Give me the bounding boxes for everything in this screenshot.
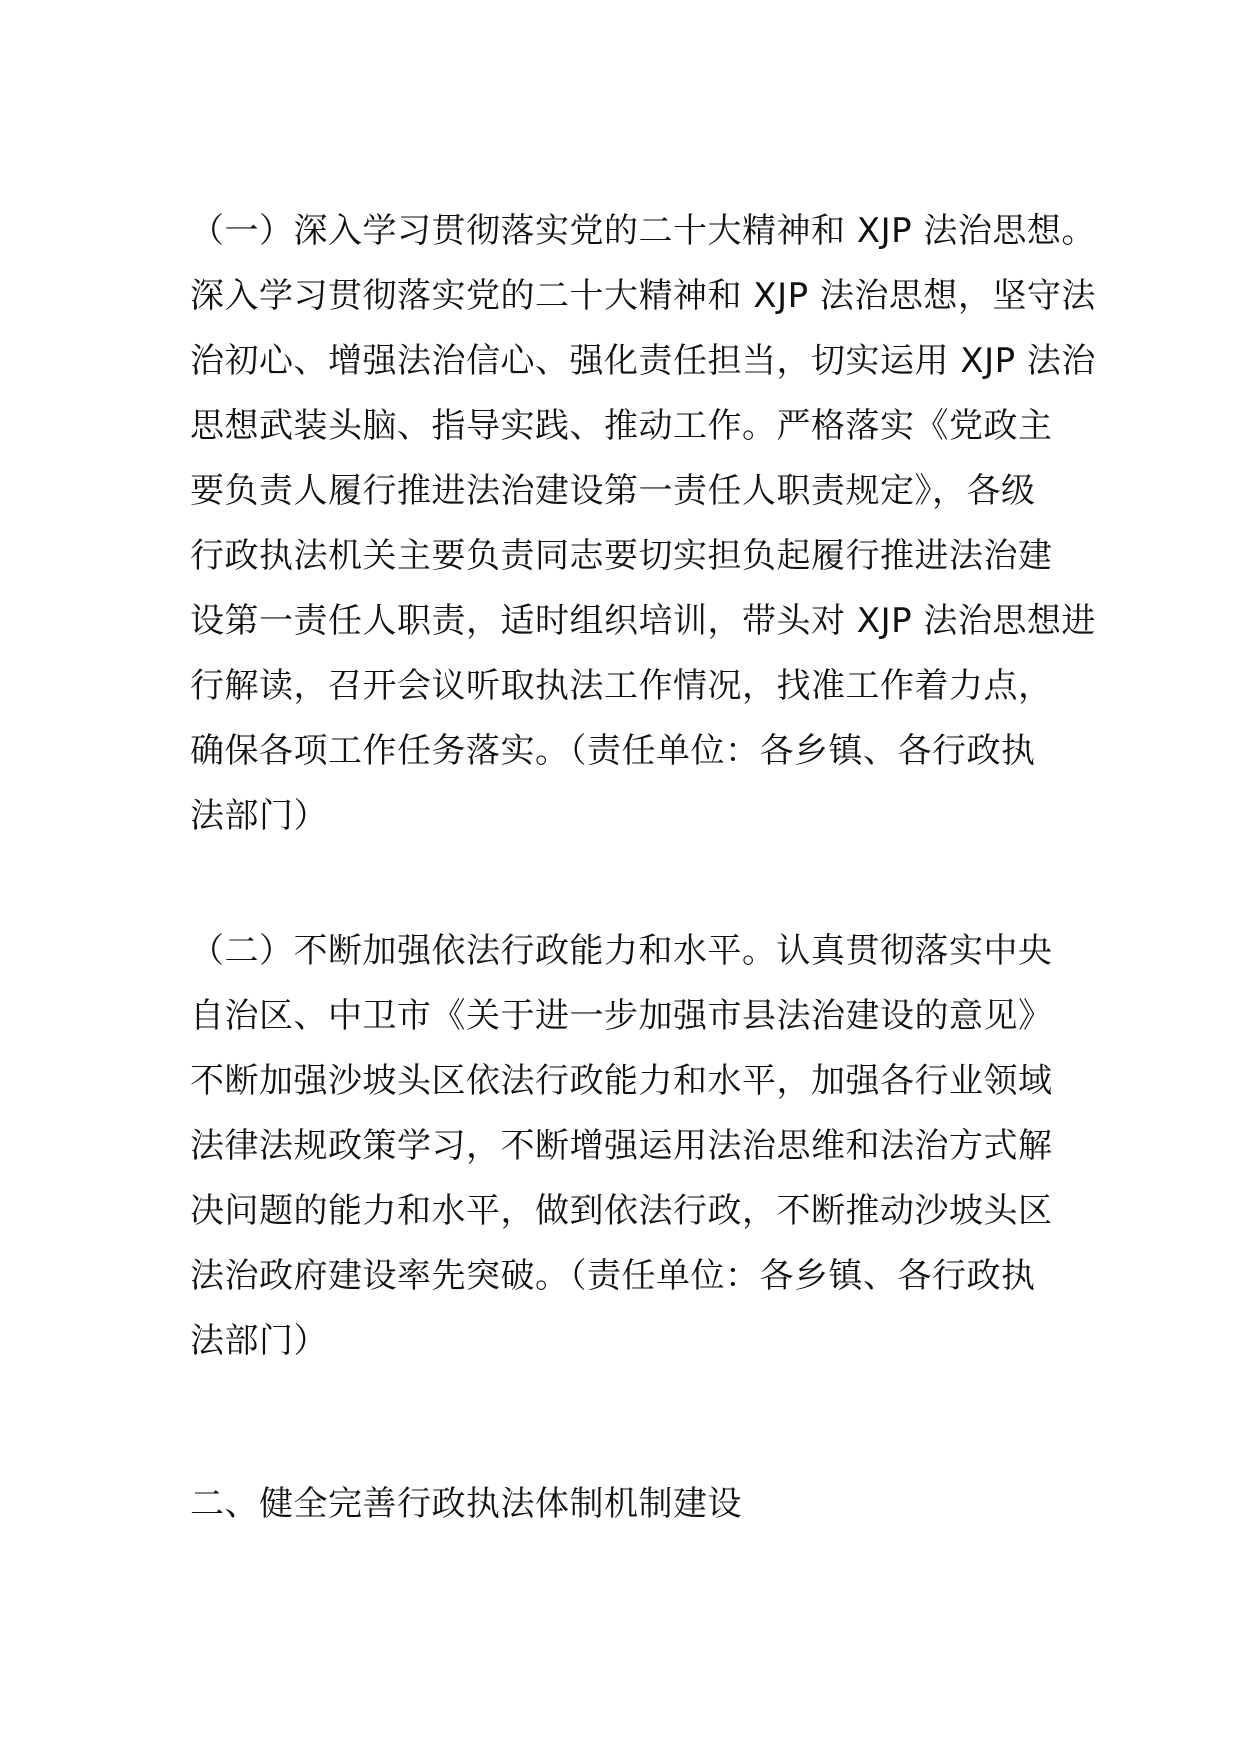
section-1-paragraph: [190, 199, 1096, 849]
paragraph-line: 确保各项工作任务落实。（责任单位：各乡镇、各行政执: [190, 731, 1036, 771]
paragraph-line: 治初心、增强法治信心、强化责任担当，切实运用 XJP 法治: [190, 341, 1096, 381]
paragraph-line: 行解读，召开会议听取执法工作情况，找准工作着力点，: [190, 666, 1053, 706]
paragraph-line: （二）不断加强依法行政能力和水平。认真贯彻落实中央: [190, 931, 1053, 971]
paragraph-line: （一）深入学习贯彻落实党的二十大精神和 XJP 法治思想。: [190, 211, 1096, 251]
paragraph-line: 思想武装头脑、指导实践、推动工作。严格落实《党政主: [190, 406, 1053, 446]
paragraph-line: 设第一责任人职责，适时组织培训，带头对 XJP 法治思想进: [190, 601, 1096, 641]
paragraph-line: 法部门）: [190, 1321, 328, 1361]
paragraph-line: 不断加强沙坡头区依法行政能力和水平，加强各行业领域: [190, 1061, 1053, 1101]
paragraph-line: 法律法规政策学习，不断增强运用法治思维和法治方式解: [190, 1126, 1053, 1166]
section-2-paragraph: [190, 919, 1070, 1374]
paragraph-line: 自治区、中卫市《关于进一步加强市县法治建设的意见》: [190, 996, 1053, 1036]
section-heading: [190, 1472, 1070, 1537]
paragraph-line: 决问题的能力和水平，做到依法行政，不断推动沙坡头区: [190, 1191, 1053, 1231]
paragraph-line: 行政执法机关主要负责同志要切实担负起履行推进法治建: [190, 536, 1053, 576]
paragraph-line: 深入学习贯彻落实党的二十大精神和 XJP 法治思想，坚守法: [190, 276, 1096, 316]
paragraph-line: 法治政府建设率先突破。（责任单位：各乡镇、各行政执: [190, 1256, 1036, 1296]
section-heading-text: 二、健全完善行政执法体制机制建设: [190, 1484, 742, 1524]
paragraph-line: 要负责人履行推进法治建设第一责任人职责规定》，各级: [190, 471, 1036, 511]
paragraph-line: 法部门）: [190, 796, 328, 836]
